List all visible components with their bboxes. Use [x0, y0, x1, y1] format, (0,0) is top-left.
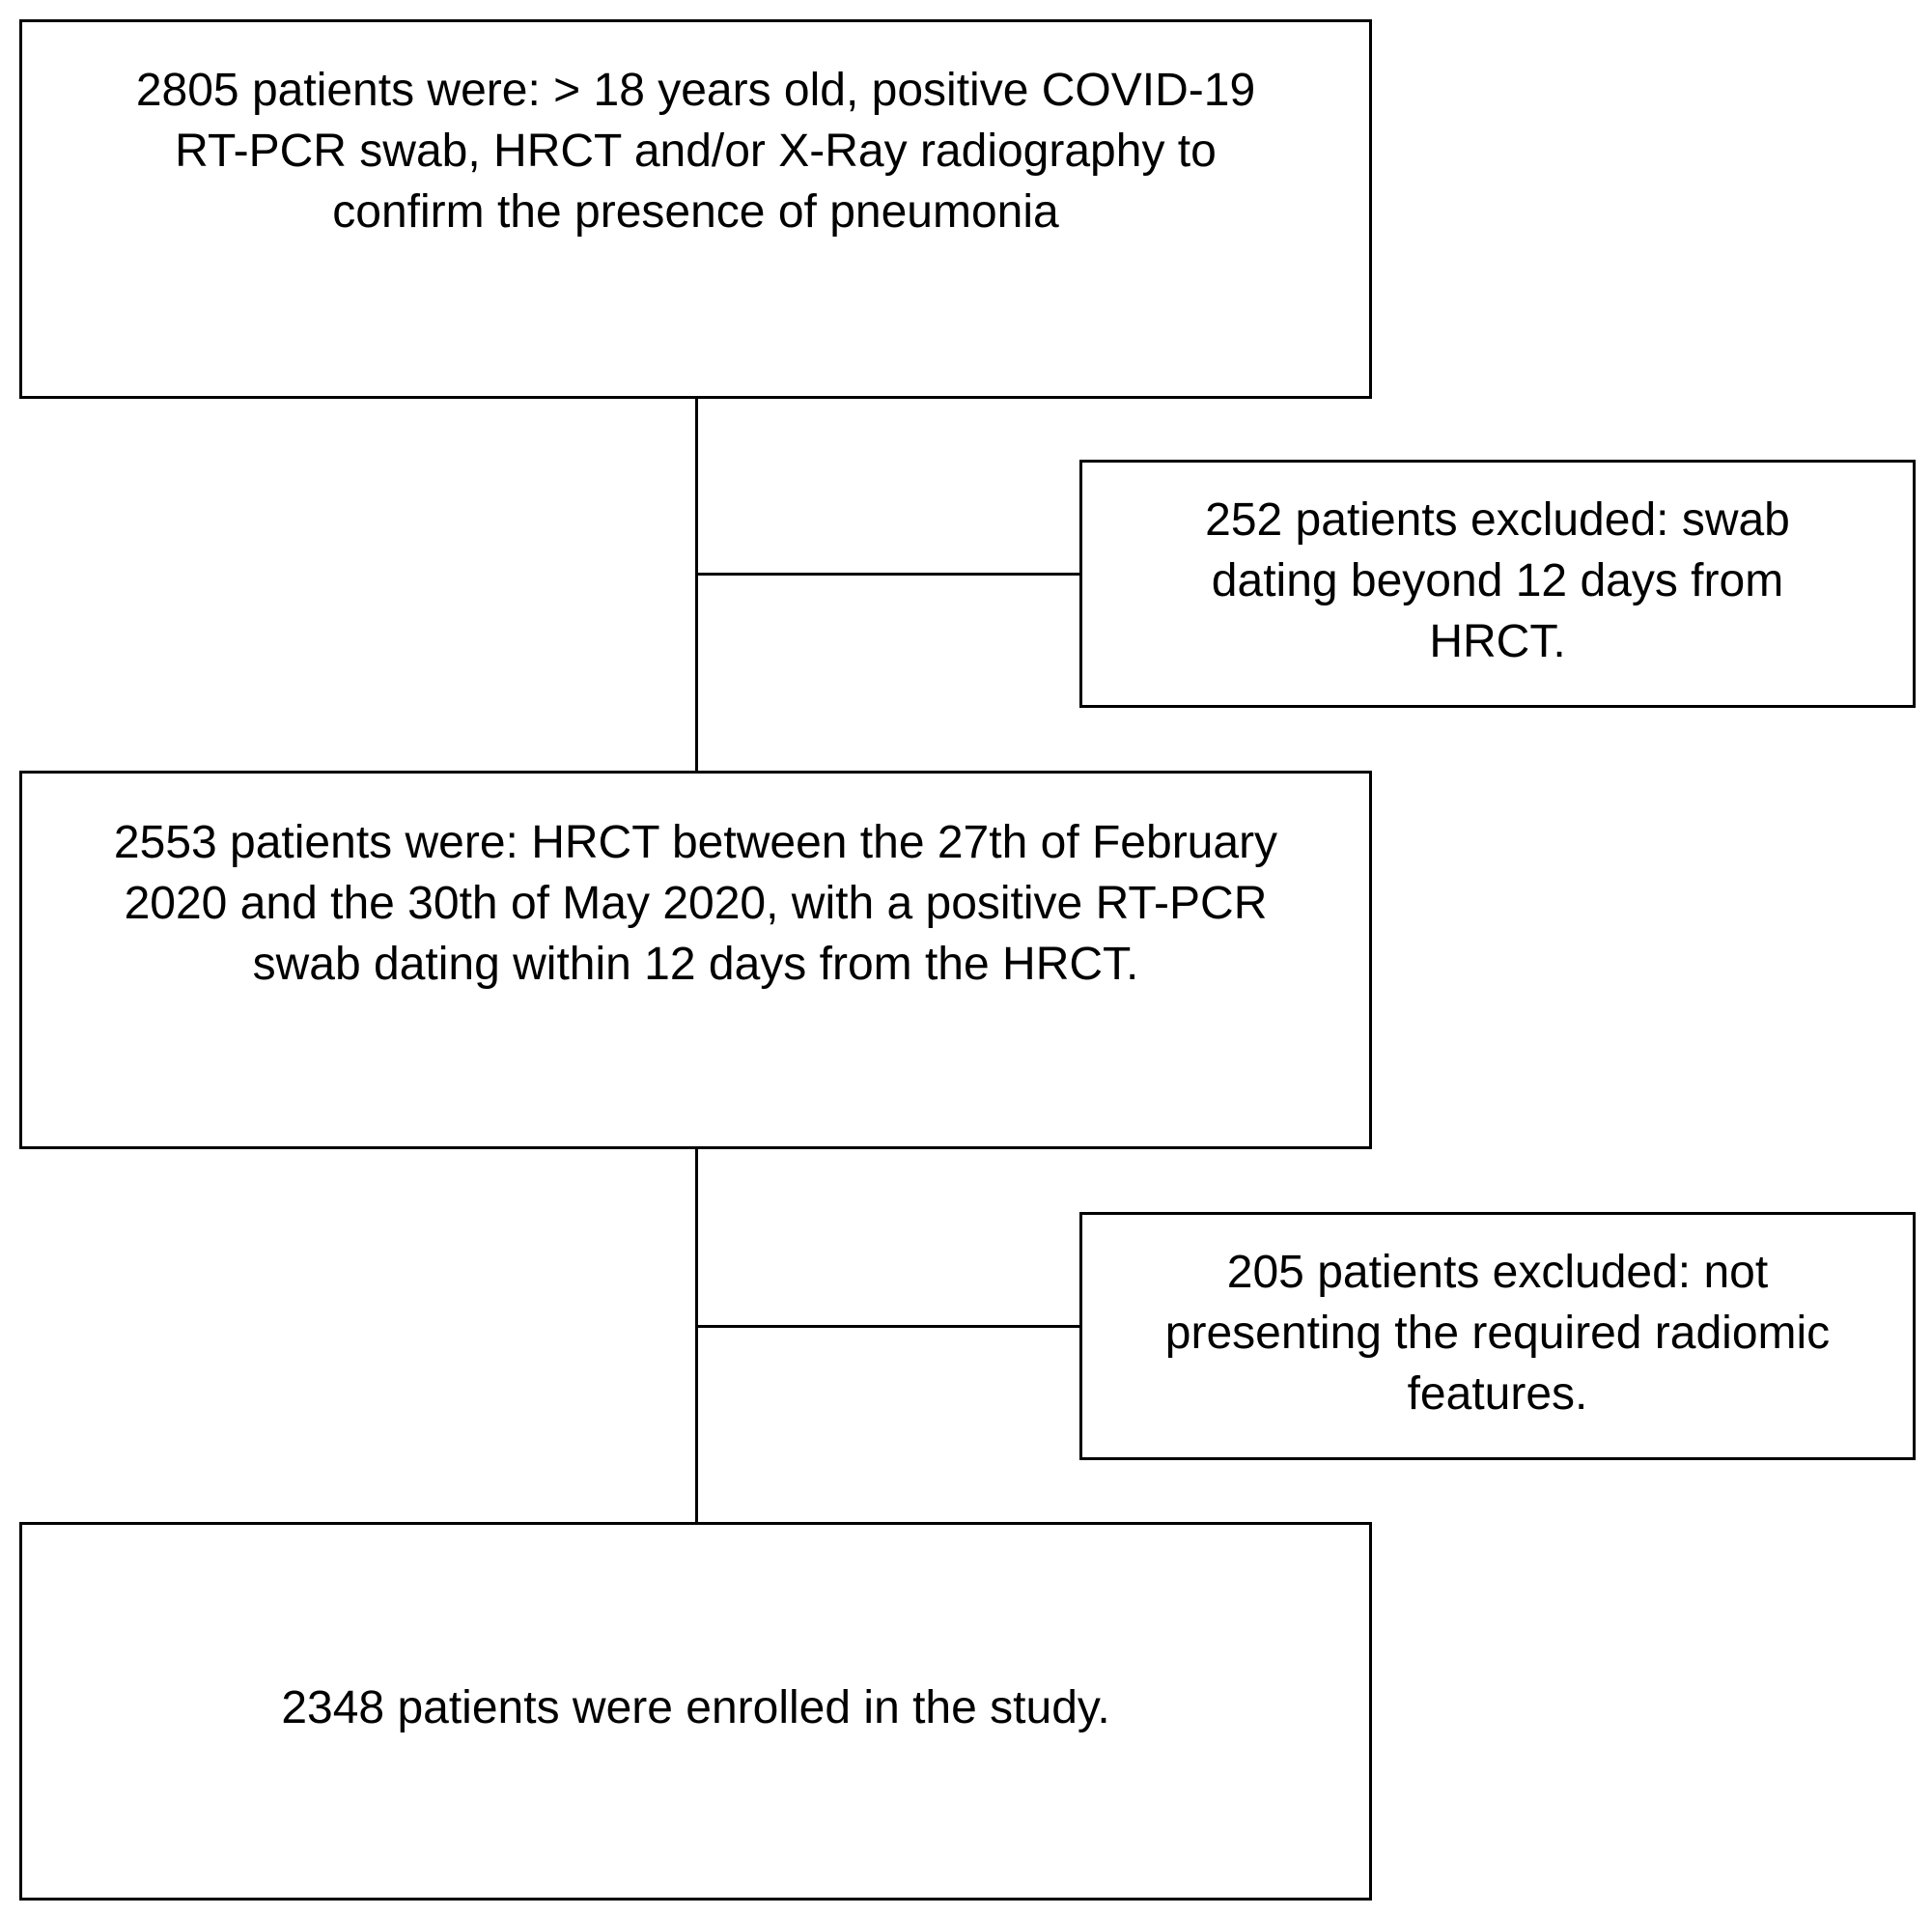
flow-box-enrolled [19, 1522, 1372, 1901]
flow-box-exclusion-swab [1079, 460, 1916, 708]
flow-box-enrolled-text: 2348 patients were enrolled in the study. [281, 1681, 1110, 1733]
flow-box-hrct-cohort [19, 771, 1372, 1149]
connector-main-1 [695, 398, 698, 772]
flow-box-exclusion-radiomic [1079, 1212, 1916, 1460]
connector-main-2 [695, 1149, 698, 1523]
flow-box-initial-cohort-text: 2805 patients were: > 18 years old, positive COVID-19 RT-PCR swab, HRCT and/or X-Ray radiography to confirm the presence of pneumonia [135, 65, 1256, 238]
connector-exclusion-1 [695, 573, 1081, 576]
flow-box-hrct-cohort-text: 2553 patients were: HRCT between the 27th of February 2020 and the 30th of May 2020, with a positive RT-PCR swab dating within 12 days from the HRCT. [113, 816, 1278, 990]
connector-exclusion-2 [695, 1325, 1081, 1328]
flow-box-initial-cohort [19, 19, 1372, 399]
flow-box-exclusion-radiomic-text: 205 patients excluded: not presenting the required radiomic features. [1164, 1247, 1831, 1420]
flow-box-exclusion-swab-text: 252 patients excluded: swab dating beyond 12 days from HRCT. [1205, 494, 1790, 667]
